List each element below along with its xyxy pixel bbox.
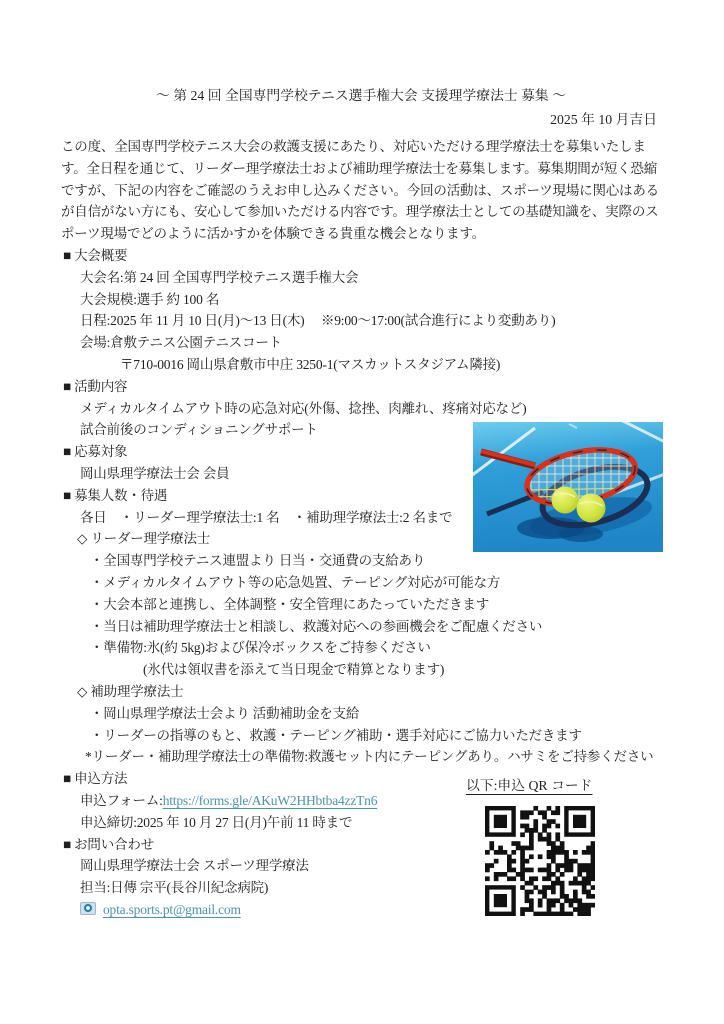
doc-line: *リーダー・補助理学療法士の準備物:救護セット内にテーピングあり。ハサミをご持参ください [85, 749, 654, 765]
doc-line: 岡山県理学療法士会 会員 [80, 465, 230, 481]
section-heading: ■ 応募対象 [63, 444, 128, 460]
application-form-link[interactable]: https://forms.gle/AKuW2HHbtba4zzTn6 [162, 792, 378, 808]
doc-line: メディカルタイムアウト時の応急対応(外傷、捻挫、肉離れ、疼痛対応など) [80, 400, 527, 416]
section-heading: ■ 活動内容 [63, 378, 128, 394]
doc-line: ・当日は補助理学療法士と相談し、救護対応への参画機会をご配慮ください [90, 618, 543, 634]
doc-line: ・リーダーの指導のもと、救護・テーピング補助・選手対応にご協力いただきます [90, 727, 582, 743]
doc-line: ・大会本部と連携し、全体調整・安全管理にあたっていただきます [90, 596, 489, 612]
doc-line: 会場:倉敷テニス公園テニスコート [80, 335, 282, 351]
tennis-rackets-photo [473, 422, 663, 552]
section-heading: ■ 申込方法 [63, 771, 128, 787]
email-link[interactable]: opta.sports.pt@gmail.com [103, 901, 241, 917]
section-heading: ■ 大会概要 [63, 247, 128, 263]
doc-line: 大会名:第 24 回 全国専門学校テニス選手権大会 [80, 269, 359, 285]
doc-line: ◇ 補助理学療法士 [77, 683, 184, 699]
doc-line: 各日 ・リーダー理学療法士:1 名 ・補助理学療法士:2 名まで [80, 509, 453, 525]
doc-line: 申込締切:2025 年 10 月 27 日(月)午前 11 時まで [80, 814, 353, 830]
date-line: 2025 年 10 月吉日 [550, 112, 657, 127]
doc-line: が自信がない方にも、安心して参加いただける内容です。理学療法士としての基礎知識を、実際のス [61, 204, 659, 220]
link-prefix-label: 申込フォーム: [80, 792, 163, 808]
application-qr-code [485, 806, 595, 916]
doc-line: ・岡山県理学療法士会より 活動補助金を支給 [90, 705, 360, 721]
doc-line: 担当:日傳 宗平(長谷川紀念病院) [80, 880, 269, 896]
qr-code-label: 以下:申込 QR コード [466, 778, 593, 793]
doc-line: ・準備物:氷(約 5kg)および保冷ボックスをご持参ください [90, 640, 431, 656]
doc-line: ◇ リーダー理学療法士 [77, 531, 211, 547]
section-heading: ■ 募集人数・待遇 [63, 487, 168, 503]
doc-line: す。全日程を通じて、リーダー理学療法士および補助理学療法士を募集します。募集期間が短く恐縮 [61, 160, 658, 176]
doc-line: 試合前後のコンディショニングサポート [80, 422, 318, 438]
section-heading: ■ お問い合わせ [63, 836, 154, 852]
doc-line: 日程:2025 年 11 月 10 日(月)〜13 日(木) ※9:00〜17:00(試合進行により変動あり) [80, 313, 556, 329]
doc-line: ・全国専門学校テニス連盟より 日当・交通費の支給あり [90, 553, 426, 569]
page-title: 〜 第 24 回 全国専門学校テニス選手権大会 支援理学療法士 募集 〜 [156, 88, 566, 103]
email-icon [80, 902, 96, 915]
doc-line: ポーツ現場でどのように活かすかを体験できる貴重な機会となります。 [61, 226, 485, 242]
doc-line: ですが、下記の内容をご確認のうえお申し込みください。今回の活動は、スポーツ現場に関心はある [61, 182, 659, 198]
doc-line: この度、全国専門学校テニス大会の救護支援にあたり、対応いただける理学療法士を募集いたしま [61, 139, 646, 154]
doc-line: (氷代は領収書を添えて当日現金で精算となります) [143, 662, 445, 678]
doc-line: ・メディカルタイムアウト等の応急処置、テーピング対応が可能な方 [90, 574, 501, 590]
doc-line: 大会規模:選手 約 100 名 [80, 291, 220, 307]
doc-line: 〒710-0016 岡山県倉敷市中庄 3250-1(マスカットスタジアム隣接) [120, 356, 501, 372]
doc-line: 岡山県理学療法士会 スポーツ理学療法 [80, 858, 309, 874]
